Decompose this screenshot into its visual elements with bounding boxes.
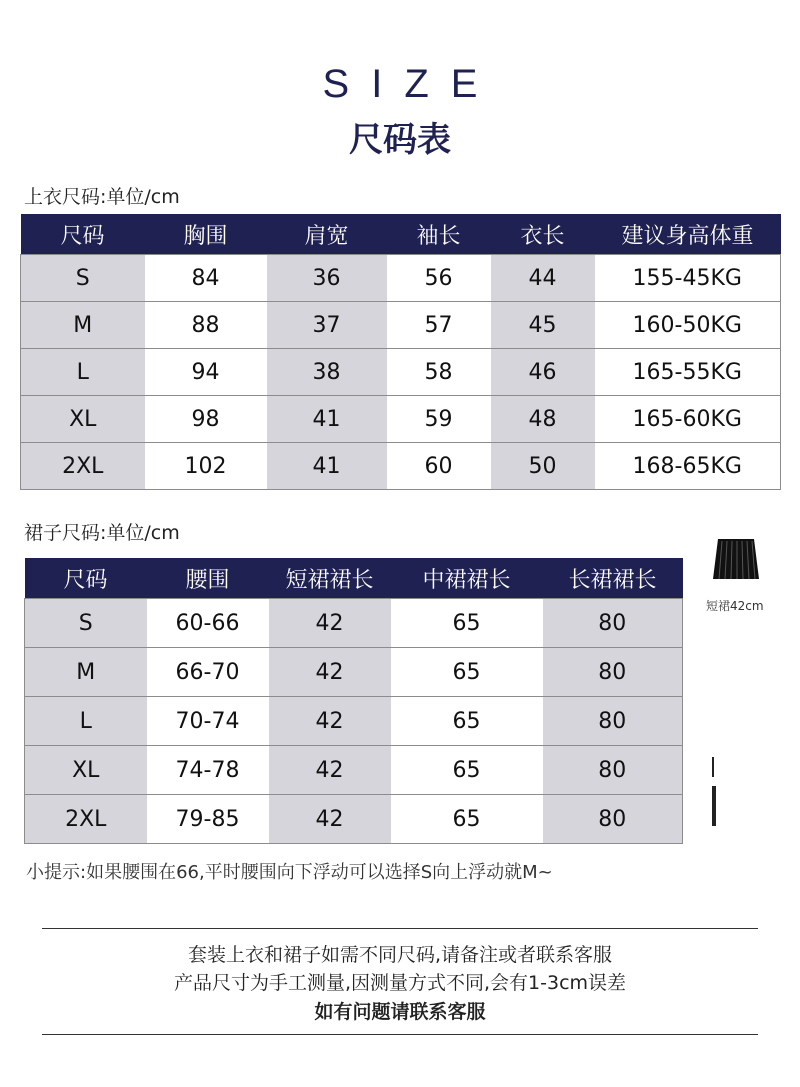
column-header: 中裙裙长 <box>391 558 543 599</box>
skirt-size-label: 裙子尺码:单位/cm <box>24 522 180 544</box>
table-cell: 38 <box>267 349 387 396</box>
table-cell: M <box>21 302 145 349</box>
table-cell: 45 <box>491 302 595 349</box>
note-line-1: 套装上衣和裙子如需不同尺码,请备注或者联系客服 <box>187 944 613 966</box>
title-chinese: 尺码表 <box>349 120 451 160</box>
column-header: 袖长 <box>387 214 491 255</box>
column-header: 胸围 <box>145 214 267 255</box>
table-cell: 42 <box>269 746 391 795</box>
top-size-table <box>20 214 781 490</box>
table-row <box>21 255 781 302</box>
table-cell: 58 <box>387 349 491 396</box>
top-size-label: 上衣尺码:单位/cm <box>24 186 180 208</box>
table-row <box>25 795 683 844</box>
column-header: 衣长 <box>491 214 595 255</box>
short-skirt-image <box>712 537 760 581</box>
table-row <box>21 443 781 490</box>
table-cell: L <box>21 349 145 396</box>
divider-bottom <box>42 1034 758 1035</box>
table-cell: 60 <box>387 443 491 490</box>
table-cell: 84 <box>145 255 267 302</box>
table-cell: 155-45KG <box>595 255 781 302</box>
table-row <box>25 746 683 795</box>
table-cell: 66-70 <box>147 648 269 697</box>
divider-top <box>42 928 758 929</box>
table-cell: 41 <box>267 443 387 490</box>
table-row <box>21 302 781 349</box>
column-header: 尺码 <box>25 558 147 599</box>
table-cell: 165-55KG <box>595 349 781 396</box>
table-cell: 160-50KG <box>595 302 781 349</box>
title-english: SIZE <box>322 62 500 106</box>
column-header: 尺码 <box>21 214 145 255</box>
table-cell: 44 <box>491 255 595 302</box>
table-cell: 42 <box>269 795 391 844</box>
note-line-3: 如有问题请联系客服 <box>314 1001 486 1023</box>
short-skirt-caption: 短裙42cm <box>706 599 764 613</box>
table-cell: 80 <box>543 697 683 746</box>
table-cell: 42 <box>269 648 391 697</box>
table-cell: 57 <box>387 302 491 349</box>
table-cell: 65 <box>391 599 543 648</box>
skirt-size-table <box>24 558 683 844</box>
table-cell: 168-65KG <box>595 443 781 490</box>
table-cell: 65 <box>391 697 543 746</box>
cropped-image-fragment <box>712 786 716 826</box>
cropped-image-fragment <box>712 757 714 777</box>
column-header: 建议身高体重 <box>595 214 781 255</box>
table-cell: 37 <box>267 302 387 349</box>
table-cell: 65 <box>391 648 543 697</box>
table-cell: 50 <box>491 443 595 490</box>
table-cell: S <box>21 255 145 302</box>
table-cell: 65 <box>391 746 543 795</box>
table-cell: 88 <box>145 302 267 349</box>
table-cell: 80 <box>543 599 683 648</box>
table-cell: 80 <box>543 648 683 697</box>
column-header: 肩宽 <box>267 214 387 255</box>
table-cell: 74-78 <box>147 746 269 795</box>
table-row <box>25 697 683 746</box>
table-cell: 70-74 <box>147 697 269 746</box>
table-cell: 36 <box>267 255 387 302</box>
table-cell: 2XL <box>25 795 147 844</box>
table-cell: XL <box>21 396 145 443</box>
table-cell: 80 <box>543 746 683 795</box>
table-cell: 41 <box>267 396 387 443</box>
table-cell: 42 <box>269 599 391 648</box>
column-header: 短裙裙长 <box>269 558 391 599</box>
table-row <box>25 648 683 697</box>
table-header-row <box>21 214 781 255</box>
table-cell: 165-60KG <box>595 396 781 443</box>
table-cell: 79-85 <box>147 795 269 844</box>
table-cell: 46 <box>491 349 595 396</box>
table-row <box>21 349 781 396</box>
table-cell: XL <box>25 746 147 795</box>
size-tip: 小提示:如果腰围在66,平时腰围向下浮动可以选择S向上浮动就M~ <box>26 862 553 883</box>
table-cell: 2XL <box>21 443 145 490</box>
note-line-2: 产品尺寸为手工测量,因测量方式不同,会有1-3cm误差 <box>173 972 627 994</box>
table-cell: 65 <box>391 795 543 844</box>
table-cell: S <box>25 599 147 648</box>
table-cell: 80 <box>543 795 683 844</box>
table-cell: 60-66 <box>147 599 269 648</box>
table-cell: 94 <box>145 349 267 396</box>
table-cell: 42 <box>269 697 391 746</box>
table-cell: L <box>25 697 147 746</box>
table-cell: 98 <box>145 396 267 443</box>
table-cell: 56 <box>387 255 491 302</box>
column-header: 腰围 <box>147 558 269 599</box>
table-cell: 102 <box>145 443 267 490</box>
table-row <box>25 599 683 648</box>
table-cell: 48 <box>491 396 595 443</box>
table-header-row <box>25 558 683 599</box>
table-cell: 59 <box>387 396 491 443</box>
table-cell: M <box>25 648 147 697</box>
table-row <box>21 396 781 443</box>
column-header: 长裙裙长 <box>543 558 683 599</box>
